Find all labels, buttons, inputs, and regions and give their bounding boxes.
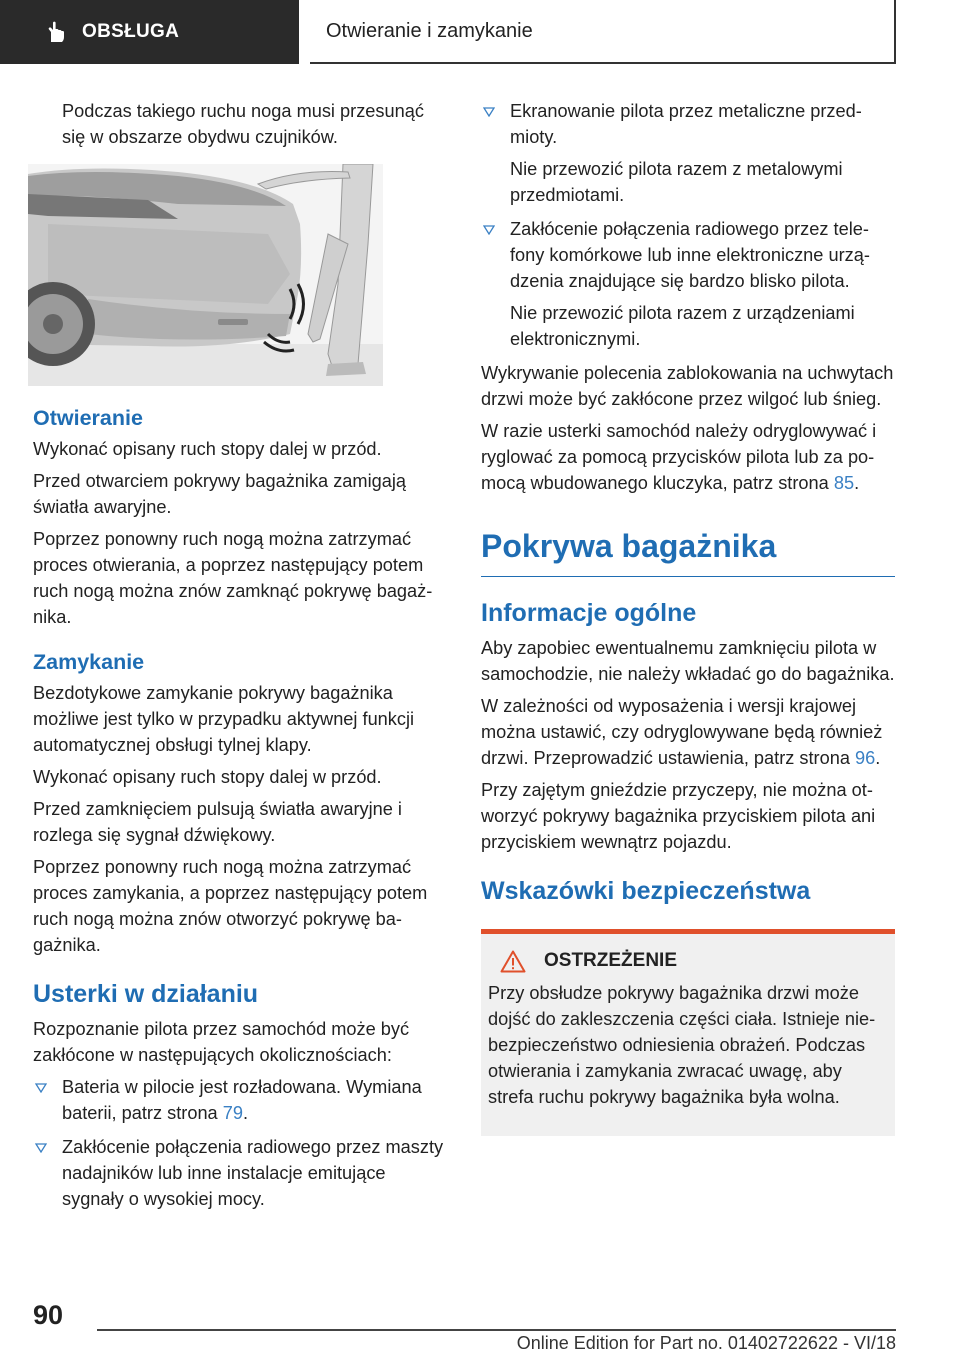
faults-list <box>33 1074 451 1212</box>
closing-p3: Przed zamknięciem pulsują światła awaryjne i rozlega się sygnał dźwiękowy. <box>33 799 402 845</box>
faults-p1: Rozpoznanie pilota przez samochód może być zakłócone w następujących okolicznościach: <box>33 1019 410 1065</box>
general-p2: W zależności od wyposażenia i wersji krajowej można ustawić, czy odryglowywane będą również drzwi. Przeprowadzić ustawienia, patrz strona 96. <box>481 696 883 768</box>
section-title: OBSŁUGA <box>82 21 180 42</box>
general-info-heading: Informacje ogólne <box>481 599 697 627</box>
warning-box <box>481 929 895 1136</box>
closing-heading: Zamykanie <box>33 650 145 674</box>
chapter-title: Otwieranie i zamykanie <box>326 19 533 42</box>
kick-sensor-illustration <box>28 164 383 386</box>
bullet-subtext: Nie przewozić pilota razem z metalowymi przedmiotami. <box>510 159 843 205</box>
intro-paragraph: Podczas takiego ruchu noga musi przesunąć się w obszarze obydwu czujników. <box>62 101 424 147</box>
opening-p3: Poprzez ponowny ruch nogą można zatrzymać proces otwierania, a poprzez następujący potem ruch nogą można znów zamknąć pokrywę bagażnika. <box>33 529 433 627</box>
triangle-bullet-icon <box>483 225 495 235</box>
bullet-text: Ekranowanie pilota przez metaliczne przedmioty. <box>510 101 862 147</box>
page-link-79[interactable]: 79 <box>222 1103 243 1123</box>
general-p3: Przy zajętym gnieździe przyczepy, nie można otworzyć pokrywy bagażnika przyciskiem pilota ani przyciskiem wewnątrz pojazdu. <box>481 780 876 852</box>
page-link-96[interactable]: 96 <box>855 748 876 768</box>
safety-heading: Wskazówki bezpieczeństwa <box>481 877 811 905</box>
chapter-tab <box>310 0 896 64</box>
right-column <box>481 98 895 1136</box>
faults-heading: Usterki w działaniu <box>33 980 259 1008</box>
handle-detection-paragraph: Wykrywanie polecenia zablokowania na uchwytach drzwi może być zakłócone przez wilgoć lub śnieg. <box>481 363 894 409</box>
hand-icon <box>44 20 68 44</box>
triangle-bullet-icon <box>483 107 495 117</box>
page-link-85[interactable]: 85 <box>833 473 855 493</box>
bullet-text: Zakłócenie połączenia radiowego przez maszty nadajników lub inne instalacje emitujące sygnały o wysokiej mocy. <box>62 1137 444 1209</box>
general-p1: Aby zapobiec ewentualnemu zamknięciu pilota w samochodzie, nie należy wkładać go do bagażnika. <box>481 638 895 684</box>
fault-unlock-paragraph: W razie usterki samochód należy odryglowywać i ryglować za pomocą przycisków pilota lub za pomocą wbudowanego kluczyka, patrz strona 85. <box>481 421 877 493</box>
triangle-bullet-icon <box>35 1083 47 1093</box>
bullet-text: Zakłócenie połączenia radiowego przez telefony komórkowe lub inne elektroniczne urządzenia znajdujące się bardzo blisko pilota. <box>510 219 870 291</box>
list-item: Bateria w pilocie jest rozładowana. Wymiana baterii, patrz strona 79. <box>33 1074 451 1126</box>
bullet-text: Bateria w pilocie jest rozładowana. Wymiana baterii, patrz strona <box>62 1077 422 1123</box>
list-item <box>481 216 895 352</box>
trunk-lid-title: Pokrywa bagażnika <box>481 524 895 577</box>
opening-heading: Otwieranie <box>33 406 143 430</box>
faults-list-continued <box>481 98 895 352</box>
closing-p2: Wykonać opisany ruch stopy dalej w przód. <box>33 767 382 787</box>
warning-title-row <box>500 948 887 974</box>
section-tab <box>0 0 299 64</box>
page-number: 90 <box>33 1300 64 1330</box>
warning-text: Przy obsłudze pokrywy bagażnika drzwi może dojść do zakleszczenia części ciała. Istnieje niebezpieczeństwo odniesienia obrażeń. Podczas otwierania i zamykania zwracać uwagę, aby strefa ruchu pokrywy bagażnika była wolna. <box>488 983 876 1107</box>
bullet-subtext: Nie przewozić pilota razem z urządzeniami elektronicznymi. <box>510 303 855 349</box>
left-column <box>33 98 451 1220</box>
closing-p1: Bezdotykowe zamykanie pokrywy bagażnika możliwe jest tylko w przypadku aktywnej funkcji automatycznej obsługi tylnej klapy. <box>33 683 415 755</box>
edition-note: Online Edition for Part no. 01402722622 - VI/18 <box>516 1333 896 1353</box>
warning-triangle-icon <box>500 950 526 973</box>
warning-title: OSTRZEŻENIE <box>544 950 678 971</box>
opening-p1: Wykonać opisany ruch stopy dalej w przód. <box>33 439 382 459</box>
list-item <box>481 98 895 208</box>
triangle-bullet-icon <box>35 1143 47 1153</box>
opening-p2: Przed otwarciem pokrywy bagażnika zamigają światła awaryjne. <box>33 471 407 517</box>
closing-p4: Poprzez ponowny ruch nogą można zatrzymać proces zamykania, a poprzez następujący potem ruch nogą można znów otworzyć pokrywę bagażnika. <box>33 857 428 955</box>
footer-divider <box>97 1329 896 1331</box>
list-item <box>33 1134 451 1212</box>
